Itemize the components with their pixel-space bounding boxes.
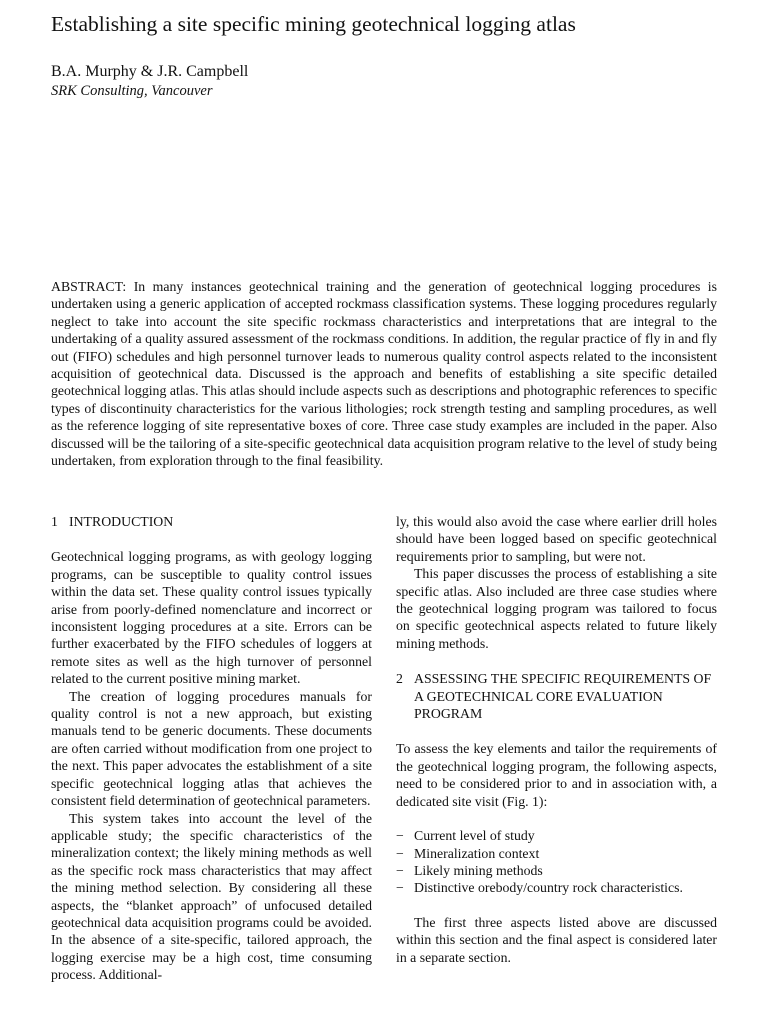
section-2-number: 2 xyxy=(396,671,403,687)
section-2-title: ASSESSING THE SPECIFIC REQUIREMENTS OF A GEOTECHNICAL CORE EVALUATION PROGRAM xyxy=(414,671,712,722)
section-2-intro: To assess the key elements and tailor the requirements of the geotechnical logging program, the following aspects, need to be considered prior to and in association with, a dedicated site visit (Fig. 1): xyxy=(396,741,717,809)
list-item: − Distinctive orebody/country rock characteristics. xyxy=(396,880,683,896)
list-item: − Current level of study xyxy=(396,828,535,844)
intro-paragraph-3: This system takes into account the level of the applicable study; the specific characteristics of the mineralization context; the likely mining methods as well as the specific rock mass characteristics that may affect the mining method selection. By considering all these aspects, the “blanket approach” of unfocused detailed geotechnical data acquisition programs could be avoided. In the absence of a site-specific, tailored approach, the logging exercise may be a high cost, time consuming process. Additional- xyxy=(51,810,372,983)
left-column xyxy=(51,513,372,984)
dash-bullet: − xyxy=(396,862,404,878)
right-column xyxy=(396,513,717,966)
section-1-number: 1 xyxy=(51,514,58,529)
section-1-heading xyxy=(51,513,372,530)
section-2-heading xyxy=(396,670,717,722)
list-item: − Mineralization context xyxy=(396,845,540,861)
paper-title: Establishing a site specific mining geotechnical logging atlas xyxy=(51,12,576,36)
authors: B.A. Murphy & J.R. Campbell xyxy=(51,63,249,80)
dash-bullet: − xyxy=(396,828,404,844)
list-item: − Likely mining methods xyxy=(396,862,543,878)
intro-continuation: ly, this would also avoid the case where earlier drill holes should have been logged based on specific geotechnical requirements prior to sampling, but were not. xyxy=(396,514,717,564)
abstract: ABSTRACT: In many instances geotechnical training and the generation of geotechnical logging procedures is undertaken using a generic application of accepted rockmass classification systems. These logging procedures regularly neglect to take into account the site specific rockmass characteristics and interpretations that are integral to the undertaking of a quality assured assessment of the rockmass conditions. In addition, the regular practice of fly in and fly out (FIFO) schedules and high personnel turnover leads to numerous quality control aspects related to the inconsistent acquisition of geotechnical data. Discussed is the approach and benefits of establishing a site specific detailed geotechnical logging atlas. This atlas should include aspects such as descriptions and photographic references to specific types of discontinuity characteristics for the various lithologies; rock strength testing and sampling procedures, as well as the reference logging of site representative boxes of core. Three case study examples are included in the paper. Also discussed will be the tailoring of a site-specific geotechnical data acquisition program relative to the level of study being undertaken, from exploration through to the final feasibility. xyxy=(51,279,717,469)
dash-bullet: − xyxy=(396,845,404,861)
section-2-closing: The first three aspects listed above are discussed within this section and the final aspect is considered later in a separate section. xyxy=(396,914,717,965)
aspects-list xyxy=(396,827,717,897)
dash-bullet: − xyxy=(396,880,404,896)
intro-paragraph-1: Geotechnical logging programs, as with geology logging programs, can be susceptible to quality control issues within the data set. These quality control issues typically arise from poorly-defined nomenclature and incorrect or inconsistent logging procedures at a site. Errors can be further exacerbated by the FIFO schedules of loggers at remote sites as well as the high turnover of personnel related to the current positive mining market. xyxy=(51,549,372,687)
section-1-title: INTRODUCTION xyxy=(69,514,174,529)
intro-paragraph-2: The creation of logging procedures manuals for quality control is not a new approach, but existing manuals tend to be generic documents. These documents are often carried without modification from one project to the next. This paper advocates the establishment of a site specific geotechnical logging atlas that achieves the consistent field determination of geotechnical parameters. xyxy=(51,688,372,809)
affiliation: SRK Consulting, Vancouver xyxy=(51,83,213,99)
intro-paragraph-4: This paper discusses the process of establishing a site specific atlas. Also included are three case studies where the geotechnical logging program was tailored to focus on specific geotechnical aspects related to future likely mining methods. xyxy=(396,566,717,651)
